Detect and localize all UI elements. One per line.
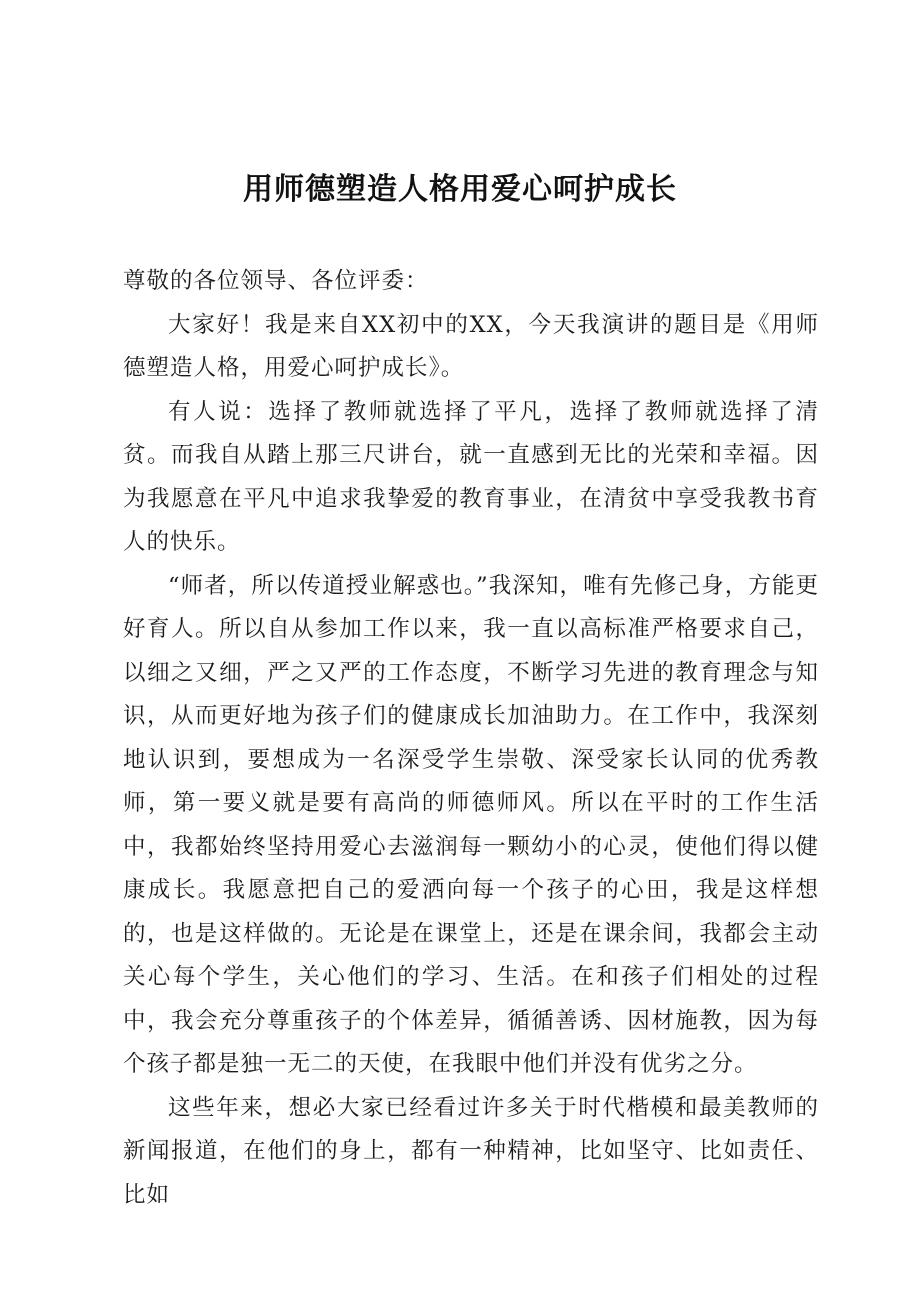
salutation: 尊敬的各位领导、各位评委： — [123, 268, 429, 294]
document-title: 用师德塑造人格用爱心呵护成长 — [243, 172, 677, 207]
paragraph-ordinary: 有人说：选择了教师就选择了平凡，选择了教师就选择了清贫。而我自从踏上那三尺讲台，就一直感到无比的光荣和幸福。因为我愿意在平凡中追求我挚爱的教育事业，在清贫中享受我教书育人的快乐。 — [123, 398, 819, 555]
document-body — [123, 260, 819, 1217]
paragraph-teacher-ethics: “师者，所以传道授业解惑也。”我深知，唯有先修己身，方能更好育人。所以自从参加工作以来，我一直以高标准严格要求自己，以细之又细，严之又严的工作态度，不断学习先进的教育理念与知识，从而更好地为孩子们的健康成长加油助力。在工作中，我深刻地认识到，要想成为一名深受学生崇敬、深受家长认同的优秀教师，第一要义就是要有高尚的师德师风。所以在平时的工作生活中，我都始终坚持用爱心去滋润每一颗幼小的心灵，使他们得以健康成长。我愿意把自己的爱洒向每一个孩子的心田，我是这样想的，也是这样做的。无论是在课堂上，还是在课余间，我都会主动关心每个学生，关心他们的学习、生活。在和孩子们相处的过程中，我会充分尊重孩子的个体差异，循循善诱、因材施教，因为每个孩子都是独一无二的天使，在我眼中他们并没有优劣之分。 — [123, 572, 819, 1077]
paragraph-role-models: 这些年来，想必大家已经看过许多关于时代楷模和最美教师的新闻报道，在他们的身上，都有一种精神，比如坚守、比如责任、比如 — [123, 1094, 819, 1208]
paragraph-greeting: 大家好！我是来自XX初中的XX，今天我演讲的题目是《用师德塑造人格，用爱心呵护成长》。 — [123, 311, 819, 381]
